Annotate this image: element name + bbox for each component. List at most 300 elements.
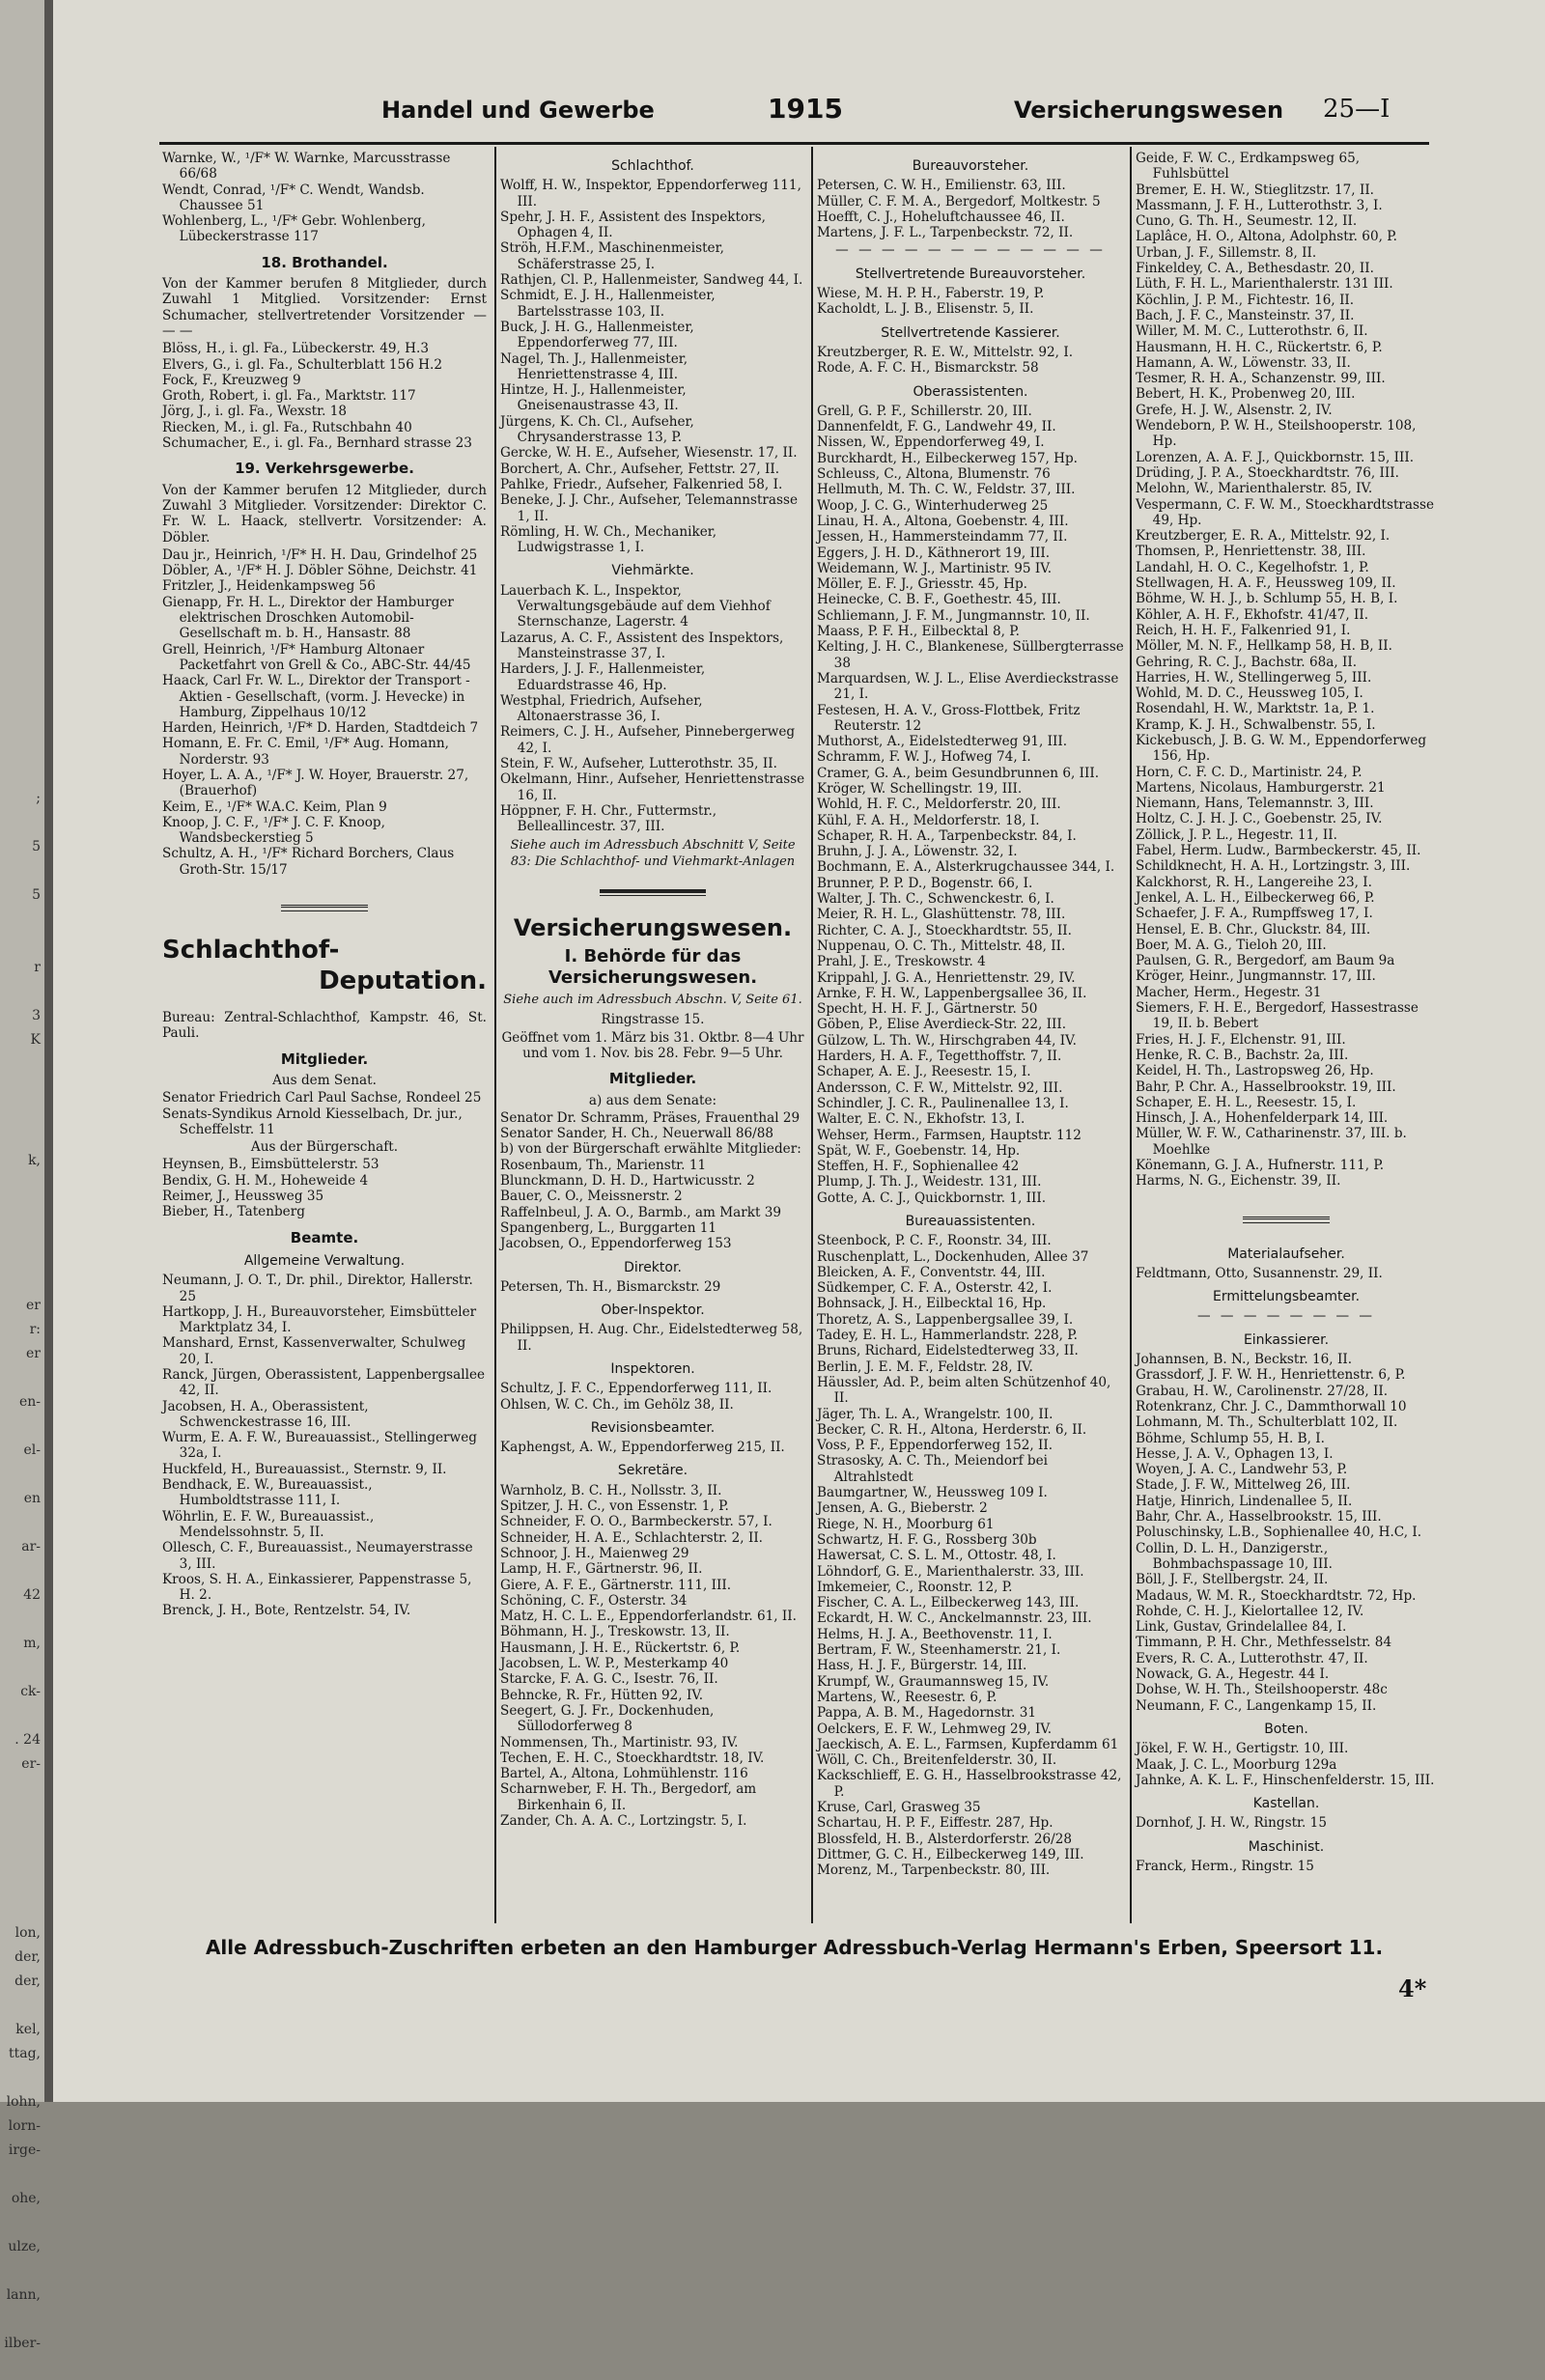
- adjacent-page-fragment: [0, 497, 44, 521]
- directory-entry: Laplâce, H. O., Altona, Adolphstr. 60, P.: [1136, 229, 1397, 245]
- section-heading: Inspektoren.: [610, 1361, 695, 1377]
- directory-entry: Homann, E. Fr. C. Emil, ¹/F* Aug. Homann, Norderstr. 93: [162, 736, 449, 768]
- directory-entry: Hartkopp, J. H., Bureauvorsteher, Eimsbütteler Marktplatz 34, I.: [162, 1303, 477, 1336]
- adjacent-page-fragment: K: [30, 1032, 41, 1048]
- directory-entry: Franck, Herm., Ringstr. 15: [1136, 1858, 1314, 1874]
- directory-entry: Schultz, A. H., ¹/F* Richard Borchers, Claus Groth-Str. 15/17: [162, 846, 455, 878]
- directory-entry: Dohse, W. H. Th., Steilshooperstr. 48c: [1136, 1682, 1388, 1698]
- adjacent-page-fragment: m,: [23, 1636, 41, 1651]
- directory-entry: Harders, H. A. F., Tegetthoffstr. 7, II.: [817, 1049, 1062, 1065]
- adjacent-page-fragment: [0, 642, 44, 666]
- directory-entry: Kreutzberger, E. R. A., Mittelstr. 92, I.: [1136, 528, 1390, 545]
- directory-entry: Lüth, F. H. L., Marienthalerstr. 131 III.: [1136, 276, 1393, 293]
- directory-entry: Nuppenau, O. C. Th., Mittelstr. 48, II.: [817, 938, 1066, 954]
- directory-entry: Ströh, H.F.M., Maschinenmeister, Schäferstrasse 25, I.: [500, 240, 724, 272]
- directory-entry: Bendix, G. H. M., Hoheweide 4: [162, 1172, 369, 1189]
- cross-reference-note: Siehe auch im Adressbuch Abschn. V, Seite 61.: [503, 993, 802, 1008]
- directory-entry: Nagel, Th. J., Hallenmeister, Henriettenstrasse 4, III.: [500, 350, 688, 382]
- directory-entry: Neumann, F. C., Langenkamp 15, II.: [1136, 1697, 1377, 1714]
- directory-entry: Wohld, H. F. C., Meldorferstr. 20, III.: [817, 797, 1061, 813]
- adjacent-page-fragment: [0, 1608, 44, 1632]
- directory-entry: Kelting, J. H. C., Blankenese, Süllbergterrasse 38: [817, 639, 1124, 671]
- signature-mark: 4*: [1398, 1974, 1427, 2002]
- directory-entry: Walter, J. Th. C., Schwenckestr. 6, I.: [817, 891, 1054, 908]
- directory-entry: Riege, N. H., Moorburg 61: [817, 1516, 995, 1532]
- directory-entry: Drüding, J. P. A., Stoeckhardtstr. 76, III.: [1136, 464, 1399, 481]
- directory-entry: Urban, J. F., Sillemstr. 8, II.: [1136, 244, 1317, 261]
- directory-entry: Jahnke, A. K. L. F., Hinschenfelderstr. 15, III.: [1136, 1772, 1435, 1788]
- directory-entry: Petersen, C. W. H., Emilienstr. 63, III.: [817, 178, 1066, 194]
- adjacent-page-fragment: [0, 618, 44, 642]
- directory-entry: Spehr, J. H. F., Assistent des Inspektors, Ophagen 4, II.: [500, 209, 766, 241]
- directory-entry: Fries, H. J. F., Elchenstr. 91, III.: [1136, 1031, 1346, 1048]
- directory-entry: Eggers, J. H. D., Käthnerort 19, III.: [817, 545, 1051, 561]
- directory-entry: Hawersat, C. S. L. M., Ottostr. 48, I.: [817, 1548, 1056, 1564]
- adjacent-page-fragment: [0, 1246, 44, 1270]
- adjacent-page-fragment: [0, 352, 44, 377]
- directory-entry: Steffen, H. F., Sophienallee 42: [817, 1159, 1020, 1175]
- section-heading: Beamte.: [290, 1228, 359, 1246]
- adjacent-page-fragment: [0, 570, 44, 594]
- directory-entry: Pahlke, Friedr., Aufseher, Falkenried 58, I.: [500, 476, 783, 492]
- directory-entry: Kaphengst, A. W., Eppendorferweg 215, II.: [500, 1440, 785, 1456]
- ornamental-separator: [281, 905, 368, 911]
- directory-entry: Seegert, G. J. Fr., Dockenhuden, Süllodorferweg 8: [500, 1702, 715, 1735]
- directory-entry: Arnke, F. H. W., Lappenbergsallee 36, II.: [817, 985, 1087, 1001]
- directory-entry: Maass, P. F. H., Eilbecktal 8, P.: [817, 624, 1020, 640]
- adjacent-page-fragment: [0, 908, 44, 932]
- directory-entry: Senator Friedrich Carl Paul Sachse, Rondeel 25: [162, 1090, 482, 1106]
- centered-line: Ringstrasse 15.: [601, 1012, 705, 1028]
- page-fold: [44, 0, 53, 2102]
- directory-entry: Willer, M. M. C., Lutterothstr. 6, II.: [1136, 323, 1368, 340]
- directory-entry: Fischer, C. A. L., Eilbeckerweg 143, III.: [817, 1595, 1080, 1611]
- adjacent-page-fragment: [0, 546, 44, 570]
- directory-entry: Senats-Syndikus Arnold Kiesselbach, Dr. jur., Scheffelstr. 11: [162, 1106, 463, 1137]
- directory-entry: Paulsen, G. R., Bergedorf, am Baum 9a: [1136, 953, 1395, 969]
- directory-entry: Ruschenplatt, L., Dockenhuden, Allee 37: [817, 1248, 1089, 1265]
- directory-entry: Jenkel, A. L. H., Eilbeckerweg 66, P.: [1136, 889, 1375, 906]
- adjacent-page-fragment: el-: [23, 1442, 41, 1458]
- directory-entry: Köhler, A. H. F., Ekhofstr. 41/47, II.: [1136, 606, 1369, 623]
- adjacent-page-fragment: ar-: [21, 1539, 41, 1554]
- directory-entry: Hatje, Hinrich, Lindenallee 5, II.: [1136, 1493, 1353, 1509]
- directory-entry: Spät, W. F., Goebenstr. 14, Hp.: [817, 1142, 1021, 1159]
- directory-entry: Höppner, F. H. Chr., Futtermstr., Belleallincestr. 37, III.: [500, 802, 717, 835]
- adjacent-page-fragment: [0, 1052, 44, 1077]
- directory-entry: Grabau, H. W., Carolinenstr. 27/28, II.: [1136, 1383, 1389, 1399]
- directory-entry: Woop, J. C. G., Winterhuderweg 25: [817, 497, 1049, 514]
- adjacent-page-fragment: 5: [32, 887, 41, 903]
- directory-entry: Krippahl, J. G. A., Henriettenstr. 29, IV.: [817, 969, 1076, 986]
- adjacent-page-fragment: ulze,: [8, 2239, 41, 2254]
- directory-entry: Kühl, F. A. H., Meldorferstr. 18, I.: [817, 812, 1040, 828]
- directory-entry: Schnoor, J. H., Maienweg 29: [500, 1545, 689, 1561]
- directory-entry: Wendt, Conrad, ¹/F* C. Wendt, Wandsb. Chaussee 51: [162, 182, 425, 213]
- directory-entry: Woyen, J. A. C., Landwehr 53, P.: [1136, 1462, 1348, 1478]
- directory-entry: Ohlsen, W. C. Ch., im Gehölz 38, II.: [500, 1396, 734, 1413]
- directory-entry: Grell, G. P. F., Schillerstr. 20, III.: [817, 403, 1032, 419]
- adjacent-page-fragment: [0, 183, 44, 208]
- directory-entry: Stellwagen, H. A. F., Heussweg 109, II.: [1136, 575, 1396, 592]
- directory-entry: Bauer, C. O., Meissnerstr. 2: [500, 1189, 683, 1205]
- adjacent-page-fragment: der,: [14, 1974, 41, 1989]
- directory-entry: Schaper, A. E. J., Reesestr. 15, I.: [817, 1064, 1031, 1080]
- directory-entry: Jäger, Th. L. A., Wrangelstr. 100, II.: [817, 1406, 1053, 1422]
- adjacent-page-fragment: [0, 714, 44, 739]
- directory-entry: Voss, P. F., Eppendorferweg 152, II.: [817, 1438, 1053, 1454]
- directory-entry: Grassdorf, J. F. W. H., Henriettenstr. 6, P.: [1136, 1367, 1406, 1384]
- adjacent-page-fragment: [0, 1511, 44, 1535]
- directory-entry: Wurm, E. A. F. W., Bureauassist., Stellingerweg 32a, I.: [162, 1430, 477, 1462]
- directory-entry: Stade, J. F. W., Mittelweg 26, III.: [1136, 1477, 1351, 1494]
- directory-entry: Harries, H. W., Stellingerweg 5, III.: [1136, 669, 1372, 686]
- directory-entry: Wehser, Herm., Farmsen, Hauptstr. 112: [817, 1127, 1082, 1143]
- directory-entry: Riecken, M., i. gl. Fa., Rutschbahn 40: [162, 419, 412, 435]
- directory-entry: Scharnweber, F. H. Th., Bergedorf, am Birkenhain 6, II.: [500, 1781, 757, 1813]
- directory-entry: Bendhack, E. W., Bureauassist., Humboldtstrasse 111, I.: [162, 1477, 373, 1509]
- directory-entry: Imkemeier, C., Roonstr. 12, P.: [817, 1579, 1013, 1595]
- directory-entry: Groth, Robert, i. gl. Fa., Marktstr. 117: [162, 388, 416, 405]
- directory-entry: Rathjen, Cl. P., Hallenmeister, Sandweg 44, I.: [500, 272, 803, 289]
- adjacent-page-fragment: [0, 1125, 44, 1149]
- directory-entry: Gotte, A. C. J., Quickbornstr. 1, III.: [817, 1190, 1047, 1206]
- directory-entry: Martens, Nicolaus, Hamburgerstr. 21: [1136, 779, 1386, 796]
- adjacent-page-fragment: [0, 1559, 44, 1583]
- directory-entry: Maak, J. C. L., Moorburg 129a: [1136, 1756, 1337, 1773]
- directory-entry: Specht, H. H. F. J., Gärtnerstr. 50: [817, 1001, 1038, 1018]
- directory-entry: Harms, N. G., Eichenstr. 39, II.: [1136, 1173, 1341, 1190]
- column-3: [817, 151, 1124, 1922]
- column-divider: [494, 147, 496, 1923]
- adjacent-page-fragment: 42: [23, 1587, 41, 1603]
- paragraph: Von der Kammer berufen 12 Mitglieder, durch Zuwahl 3 Mitglieder. Vorsitzender: Direktor C. Fr. W. L. Haack, stellvertr. Vorsitzender: A. Döbler.: [162, 482, 487, 546]
- adjacent-page-fragment: [0, 1777, 44, 1801]
- section-heading: Einkassierer.: [1243, 1331, 1330, 1348]
- directory-entry: Schultz, J. F. C., Eppendorferweg 111, II.: [500, 1381, 772, 1397]
- directory-entry: Jökel, F. W. H., Gertigstr. 10, III.: [1136, 1741, 1349, 1757]
- adjacent-page-fragment: [0, 521, 44, 546]
- adjacent-page-fragment: ck-: [20, 1684, 41, 1699]
- directory-entry: Vespermann, C. F. W. M., Stoeckhardtstrasse 49, Hp.: [1136, 496, 1435, 528]
- directory-entry: Hellmuth, M. Th. C. W., Feldstr. 37, III.: [817, 482, 1076, 498]
- directory-entry: Gercke, W. H. E., Aufseher, Wiesenstr. 17, II.: [500, 445, 798, 462]
- directory-entry: Lorenzen, A. A. F. J., Quickbornstr. 15, III.: [1136, 449, 1415, 465]
- adjacent-page-fragment: [0, 1270, 44, 1294]
- directory-entry: Nommensen, Th., Martinistr. 93, IV.: [500, 1734, 739, 1750]
- adjacent-page-fragment: [0, 2259, 44, 2283]
- directory-entry: Dittmer, G. C. H., Eilbeckerweg 149, III.: [817, 1846, 1084, 1862]
- directory-entry: Rosenbaum, Th., Marienstr. 11: [500, 1157, 707, 1173]
- directory-entry: Manshard, Ernst, Kassenverwalter, Schulweg 20, I.: [162, 1335, 466, 1367]
- directory-entry: Fritzler, J., Heidenkampsweg 56: [162, 578, 376, 595]
- directory-entry: Nowack, G. A., Hegestr. 44 I.: [1136, 1666, 1330, 1683]
- directory-entry: Südkemper, C. F. A., Osterstr. 42, I.: [817, 1280, 1053, 1297]
- adjacent-page-fragment: [0, 328, 44, 352]
- department-title: Deputation.: [319, 966, 487, 996]
- directory-entry: Jörg, J., i. gl. Fa., Wexstr. 18: [162, 404, 348, 420]
- directory-entry: Bahr, P. Chr. A., Hasselbrookstr. 19, III.: [1136, 1078, 1396, 1095]
- paragraph: Bureau: Zentral-Schlachthof, Kampstr. 46, St. Pauli.: [162, 1010, 487, 1042]
- directory-entry: Linau, H. A., Altona, Goebenstr. 4, III.: [817, 513, 1069, 529]
- directory-entry: Bochmann, E. A., Alsterkrugchaussee 344, I.: [817, 859, 1115, 876]
- directory-entry: Dornhof, J. H. W., Ringstr. 15: [1136, 1815, 1327, 1832]
- department-title: Schlachthof-: [162, 936, 340, 966]
- directory-entry: Poluschinsky, L.B., Sophienallee 40, H.C, I.: [1136, 1525, 1422, 1541]
- directory-entry: Reimer, J., Heussweg 35: [162, 1189, 324, 1205]
- directory-entry: Helms, H. J. A., Beethovenstr. 11, I.: [817, 1626, 1053, 1642]
- directory-entry: Ranck, Jürgen, Oberassistent, Lappenbergsallee 42, II.: [162, 1367, 486, 1399]
- directory-entry: Johannsen, B. N., Beckstr. 16, II.: [1136, 1352, 1353, 1368]
- directory-entry: Hensel, E. B. Chr., Gluckstr. 84, III.: [1136, 921, 1371, 938]
- adjacent-page-fragment: [0, 1994, 44, 2018]
- column-1: [162, 151, 487, 1922]
- directory-entry: Andersson, C. F. W., Mittelstr. 92, III.: [817, 1079, 1063, 1096]
- adjacent-page-fragment: [0, 2308, 44, 2332]
- directory-entry: Martens, W., Reesestr. 6, P.: [817, 1689, 997, 1705]
- directory-entry: Böll, J. F., Stellbergstr. 24, II.: [1136, 1572, 1329, 1588]
- centered-line: Geöffnet vom 1. März bis 31. Oktbr. 8—4 Uhr und vom 1. Nov. bis 28. Febr. 9—5 Uhr.: [501, 1029, 804, 1061]
- directory-entry: Schöning, C. F., Osterstr. 34: [500, 1592, 688, 1609]
- adjacent-page-fragment: [0, 1197, 44, 1221]
- adjacent-page-fragment: [0, 859, 44, 883]
- directory-entry: Böhme, W. H. J., b. Schlump 55, H. B, I.: [1136, 591, 1398, 607]
- directory-entry: Pappa, A. B. M., Hagedornstr. 31: [817, 1705, 1036, 1722]
- adjacent-page-fragment: [0, 811, 44, 835]
- section-heading: Schlachthof.: [611, 158, 694, 174]
- directory-entry: Becker, C. R. H., Altona, Herderstr. 6, II.: [817, 1421, 1087, 1438]
- directory-entry: Schartau, H. P. F., Eiffestr. 287, Hp.: [817, 1815, 1053, 1832]
- directory-entry: Bebert, H. K., Probenweg 20, III.: [1136, 386, 1356, 403]
- directory-entry: Meier, R. H. L., Glashüttenstr. 78, III.: [817, 907, 1066, 923]
- directory-entry: Keim, E., ¹/F* W.A.C. Keim, Plan 9: [162, 798, 387, 815]
- directory-entry: Melohn, W., Marienthalerstr. 85, IV.: [1136, 481, 1373, 497]
- dash-line: — — — — — — — —: [1197, 1308, 1375, 1325]
- directory-entry: Harden, Heinrich, ¹/F* D. Harden, Stadtdeich 7: [162, 720, 479, 737]
- directory-entry: Bohnsack, J. H., Eilbecktal 16, Hp.: [817, 1296, 1047, 1312]
- directory-entry: Thomsen, P., Henriettenstr. 38, III.: [1136, 544, 1366, 560]
- directory-entry: Schaper, E. H. L., Reesestr. 15, I.: [1136, 1094, 1357, 1110]
- directory-entry: Schliemann, J. F. M., Jungmannstr. 10, II.: [817, 607, 1090, 624]
- directory-entry: Schleuss, C., Altona, Blumenstr. 76: [817, 466, 1051, 483]
- adjacent-page-fragment: [0, 304, 44, 328]
- adjacent-page-fragment: [0, 1801, 44, 1825]
- directory-entry: Haack, Carl Fr. W. L., Direktor der Transport - Aktien - Gesellschaft, (vorm. J. Hevecke) in Hamburg, Zippelhaus 10/12: [162, 673, 470, 720]
- directory-entry: Rode, A. F. C. H., Bismarckstr. 58: [817, 360, 1039, 377]
- directory-entry: Schildknecht, H. A. H., Lortzingstr. 3, III.: [1136, 858, 1411, 875]
- adjacent-page-fragment: [0, 1077, 44, 1101]
- directory-entry: Kröger, Heinr., Jungmannstr. 17, III.: [1136, 968, 1376, 985]
- directory-entry: Köchlin, J. P. M., Fichtestr. 16, II.: [1136, 292, 1355, 308]
- adjacent-page-fragment: [0, 208, 44, 232]
- directory-entry: Schaper, R. H. A., Tarpenbeckstr. 84, I.: [817, 827, 1077, 844]
- adjacent-page-fragment: [0, 111, 44, 135]
- directory-entry: Matz, H. C. L. E., Eppendorferlandstr. 61, II.: [500, 1609, 797, 1625]
- directory-entry: Macher, Herm., Hegestr. 31: [1136, 984, 1322, 1000]
- adjacent-page-fragment: k,: [28, 1153, 41, 1168]
- section-heading: Boten.: [1264, 1721, 1308, 1737]
- directory-entry: Hamann, A. W., Löwenstr. 33, II.: [1136, 354, 1351, 371]
- directory-entry: Niemann, Hans, Telemannstr. 3, III.: [1136, 796, 1374, 812]
- directory-entry: Henke, R. C. B., Bachstr. 2a, III.: [1136, 1047, 1349, 1063]
- directory-entry: Bach, J. F. C., Mansteinstr. 37, II.: [1136, 307, 1355, 323]
- directory-entry: Tadey, E. H. L., Hammerlandstr. 228, P.: [817, 1328, 1079, 1344]
- directory-entry: Cuno, G. Th. H., Seumestr. 12, II.: [1136, 213, 1358, 230]
- directory-entry: Marquardsen, W. J. L., Elise Averdieckstrasse 21, I.: [817, 670, 1119, 703]
- adjacent-page-fragment: r: [34, 960, 41, 975]
- directory-entry: Baumgartner, W., Heussweg 109 I.: [817, 1485, 1048, 1501]
- directory-entry: Schneider, H. A. E., Schlachterstr. 2, II.: [500, 1529, 764, 1546]
- directory-entry: Spitzer, J. H. C., von Essenstr. 1, P.: [500, 1498, 729, 1515]
- directory-entry: Schindler, J. C. R., Paulinenallee 13, I.: [817, 1095, 1069, 1111]
- directory-entry: Nissen, W., Eppendorferweg 49, I.: [817, 434, 1045, 451]
- column-divider: [1130, 147, 1132, 1923]
- adjacent-page-fragment: er: [26, 1298, 41, 1313]
- adjacent-page-fragment: [0, 1849, 44, 1873]
- section-heading: Bureauvorsteher.: [912, 158, 1029, 174]
- adjacent-page-fragment: [0, 739, 44, 763]
- adjacent-page-fragment: [0, 1463, 44, 1487]
- header-rule: [159, 142, 1429, 145]
- directory-entry: Jaeckisch, A. E. L., Farmsen, Kupferdamm 61: [817, 1736, 1119, 1752]
- directory-entry: Knoop, J. C. F., ¹/F* J. C. F. Knoop, Wandsbeckerstieg 5: [162, 814, 385, 847]
- adjacent-page-fragment: lorn-: [8, 2118, 41, 2134]
- section-heading: 19. Verkehrsgewerbe.: [235, 460, 414, 478]
- adjacent-page-fragment: [0, 159, 44, 183]
- directory-entry: Spangenberg, L., Burggarten 11: [500, 1219, 717, 1236]
- directory-entry: Kalckhorst, R. H., Langereihe 23, I.: [1136, 874, 1372, 890]
- directory-entry: Böhme, Schlump 55, H. B, I.: [1136, 1430, 1325, 1446]
- directory-entry: Lamp, H. F., Gärtnerstr. 96, II.: [500, 1561, 703, 1578]
- directory-entry: Martens, J. F. L., Tarpenbeckstr. 72, II.: [817, 225, 1074, 241]
- adjacent-page-fragment: [0, 1101, 44, 1125]
- adjacent-page-fragment: [0, 980, 44, 1004]
- directory-entry: Müller, W. F. W., Catharinenstr. 37, III. b. Moehlke: [1136, 1126, 1407, 1158]
- directory-entry: Finkeldey, C. A., Bethesdastr. 20, II.: [1136, 261, 1374, 277]
- directory-entry: Fock, F., Kreuzweg 9: [162, 372, 301, 388]
- directory-entry: Oelckers, E. F. W., Lehmweg 29, IV.: [817, 1721, 1053, 1737]
- adjacent-page-fragment: [0, 1873, 44, 1897]
- directory-entry: Wöhrlin, E. F. W., Bureauassist., Mendelssohnstr. 5, II.: [162, 1508, 375, 1540]
- directory-entry: Bruhn, J. J. A., Löwenstr. 32, I.: [817, 844, 1018, 860]
- adjacent-page-fragment: [0, 690, 44, 714]
- adjacent-page-fragment: [0, 256, 44, 280]
- adjacent-page-fragment: [0, 473, 44, 497]
- adjacent-page-fragment: [0, 449, 44, 473]
- directory-entry: Löhndorf, G. E., Marienthalerstr. 33, III.: [817, 1563, 1084, 1580]
- directory-entry: Römling, H. W. Ch., Mechaniker, Ludwigstrasse 1, I.: [500, 523, 717, 556]
- directory-entry: Kroos, S. H. A., Einkassierer, Pappenstrasse 5, H. 2.: [162, 1571, 472, 1604]
- centered-line: a) aus dem Senate:: [588, 1092, 717, 1108]
- adjacent-page-fragment: lann,: [6, 2287, 41, 2303]
- section-heading: Revisionsbeamter.: [590, 1419, 716, 1436]
- centered-line: Aus der Bürgerschaft.: [250, 1139, 399, 1156]
- directory-entry: b) von der Bürgerschaft erwählte Mitglieder:: [500, 1141, 801, 1158]
- directory-entry: Gehring, R. C. J., Bachstr. 68a, II.: [1136, 654, 1358, 670]
- directory-entry: Muthorst, A., Eidelstedterweg 91, III.: [817, 734, 1068, 750]
- directory-entry: Brunner, P. P. D., Bogenstr. 66, I.: [817, 875, 1033, 891]
- adjacent-page-fragment: [0, 280, 44, 304]
- adjacent-page-fragment: [0, 1221, 44, 1246]
- adjacent-page-fragment: [0, 377, 44, 401]
- directory-entry: Beneke, J. J. Chr., Aufseher, Telemannstrasse 1, II.: [500, 492, 799, 524]
- page-number: 25—I: [1323, 95, 1390, 124]
- directory-entry: Strasosky, A. C. Th., Meiendorf bei Altrahlstedt: [817, 1453, 1049, 1485]
- directory-entry: Petersen, Th. H., Bismarckstr. 29: [500, 1278, 721, 1295]
- directory-entry: Rohde, C. H. J., Kielortallee 12, IV.: [1136, 1603, 1364, 1619]
- ornamental-separator: [1243, 1217, 1330, 1223]
- adjacent-page-fragment: 3: [32, 1008, 41, 1023]
- directory-entry: Wöll, C. Ch., Breitenfelderstr. 30, II.: [817, 1752, 1057, 1769]
- cross-reference-note: Siehe auch im Adressbuch Abschnitt V, Seite 83: Die Schlachthof- und Viehmarkt-Anlagen: [510, 838, 796, 869]
- directory-entry: Bremer, E. H. W., Stieglitzstr. 17, II.: [1136, 182, 1375, 198]
- directory-entry: Kramp, K. J. H., Schwalbenstr. 55, I.: [1136, 716, 1376, 733]
- section-heading: 18. Brothandel.: [261, 253, 388, 271]
- adjacent-page-fragment: [0, 1173, 44, 1197]
- directory-entry: Siemers, F. H. E., Bergedorf, Hassestrasse 19, II. b. Bebert: [1136, 1000, 1419, 1032]
- adjacent-page-fragment: . 24: [14, 1732, 41, 1748]
- section-heading: Allgemeine Verwaltung.: [243, 1252, 406, 1269]
- directory-entry: Warnke, W., ¹/F* W. Warnke, Marcusstrasse 66/68: [162, 151, 451, 182]
- adjacent-page-fragment: 5: [32, 839, 41, 854]
- directory-entry: Keidel, H. Th., Lastropsweg 26, Hp.: [1136, 1063, 1374, 1079]
- directory-entry: Ollesch, C. F., Bureauassist., Neumayerstrasse 3, III.: [162, 1540, 473, 1572]
- directory-entry: Zander, Ch. A. A. C., Lortzingstr. 5, I.: [500, 1813, 747, 1830]
- directory-entry: Berlin, J. E. M. F., Feldstr. 28, IV.: [817, 1358, 1034, 1375]
- directory-entry: Wiese, M. H. P. H., Faberstr. 19, P.: [817, 286, 1045, 302]
- directory-entry: Wolff, H. W., Inspektor, Eppendorferweg 111, III.: [500, 178, 801, 210]
- directory-entry: Grefe, H. J. W., Alsenstr. 2, IV.: [1136, 402, 1333, 418]
- adjacent-page-fragment: [0, 1366, 44, 1390]
- adjacent-page-fragment: [0, 1414, 44, 1439]
- adjacent-page-fragment: [0, 63, 44, 87]
- directory-entry: Evers, R. C. A., Lutterothstr. 47, II.: [1136, 1650, 1368, 1666]
- paragraph: Von der Kammer berufen 8 Mitglieder, durch Zuwahl 1 Mitglied. Vorsitzender: Ernst Schumacher, stellvertretender Vorsitzender — — —: [162, 276, 487, 339]
- directory-entry: Bruns, Richard, Eidelstedterweg 33, II.: [817, 1343, 1079, 1359]
- adjacent-page-fragment: [0, 2211, 44, 2235]
- directory-entry: Jacobsen, H. A., Oberassistent, Schwenckestrasse 16, III.: [162, 1398, 369, 1430]
- directory-entry: Hintze, H. J., Hallenmeister, Gneisenaustrasse 43, II.: [500, 382, 687, 414]
- directory-entry: Bieber, H., Tatenberg: [162, 1204, 305, 1220]
- directory-entry: Häussler, Ad. P., beim alten Schützenhof 40, II.: [817, 1374, 1111, 1407]
- adjacent-page-fragment: [0, 87, 44, 111]
- directory-entry: Walter, E. C. N., Ekhofstr. 13, I.: [817, 1111, 1025, 1128]
- column-2: [500, 151, 805, 1922]
- adjacent-page-fragment: [0, 135, 44, 159]
- directory-entry: Kickebusch, J. B. G. W. M., Eppendorferweg 156, Hp.: [1136, 732, 1427, 765]
- directory-entry: Schmidt, E. J. H., Hallenmeister, Bartelsstrasse 103, II.: [500, 288, 716, 320]
- section-heading: Maschinist.: [1248, 1838, 1325, 1855]
- adjacent-page-fragment: ohe,: [11, 2191, 41, 2206]
- directory-entry: Heinecke, C. B. F., Goethestr. 45, III.: [817, 592, 1061, 608]
- adjacent-page-fragment: [0, 232, 44, 256]
- adjacent-page-fragment: [0, 666, 44, 690]
- adjacent-page-fragment: [0, 1704, 44, 1728]
- adjacent-page-fragment: kel,: [15, 2022, 41, 2037]
- directory-entry: Kackschlieff, E. G. H., Hasselbrookstrasse 42, P.: [817, 1768, 1122, 1800]
- directory-entry: Heynsen, B., Eimsbüttelerstr. 53: [162, 1157, 379, 1173]
- section-heading: Viehmärkte.: [611, 563, 694, 579]
- adjacent-page-fragment: [0, 1825, 44, 1849]
- adjacent-page-fragment: [0, 2356, 44, 2380]
- directory-entry: Brenck, J. H., Bote, Rentzelstr. 54, IV.: [162, 1603, 411, 1619]
- directory-entry: Schwartz, H. F. G., Rossberg 30b: [817, 1531, 1037, 1548]
- adjacent-page-fragment: [0, 425, 44, 449]
- section-heading: Mitglieder.: [280, 1050, 369, 1068]
- directory-entry: Hoefft, C. J., Hoheluftchaussee 46, II.: [817, 209, 1065, 225]
- directory-entry: Giere, A. F. E., Gärtnerstr. 111, III.: [500, 1577, 732, 1593]
- directory-entry: Wendeborn, P. W. H., Steilshooperstr. 108, Hp.: [1136, 418, 1417, 450]
